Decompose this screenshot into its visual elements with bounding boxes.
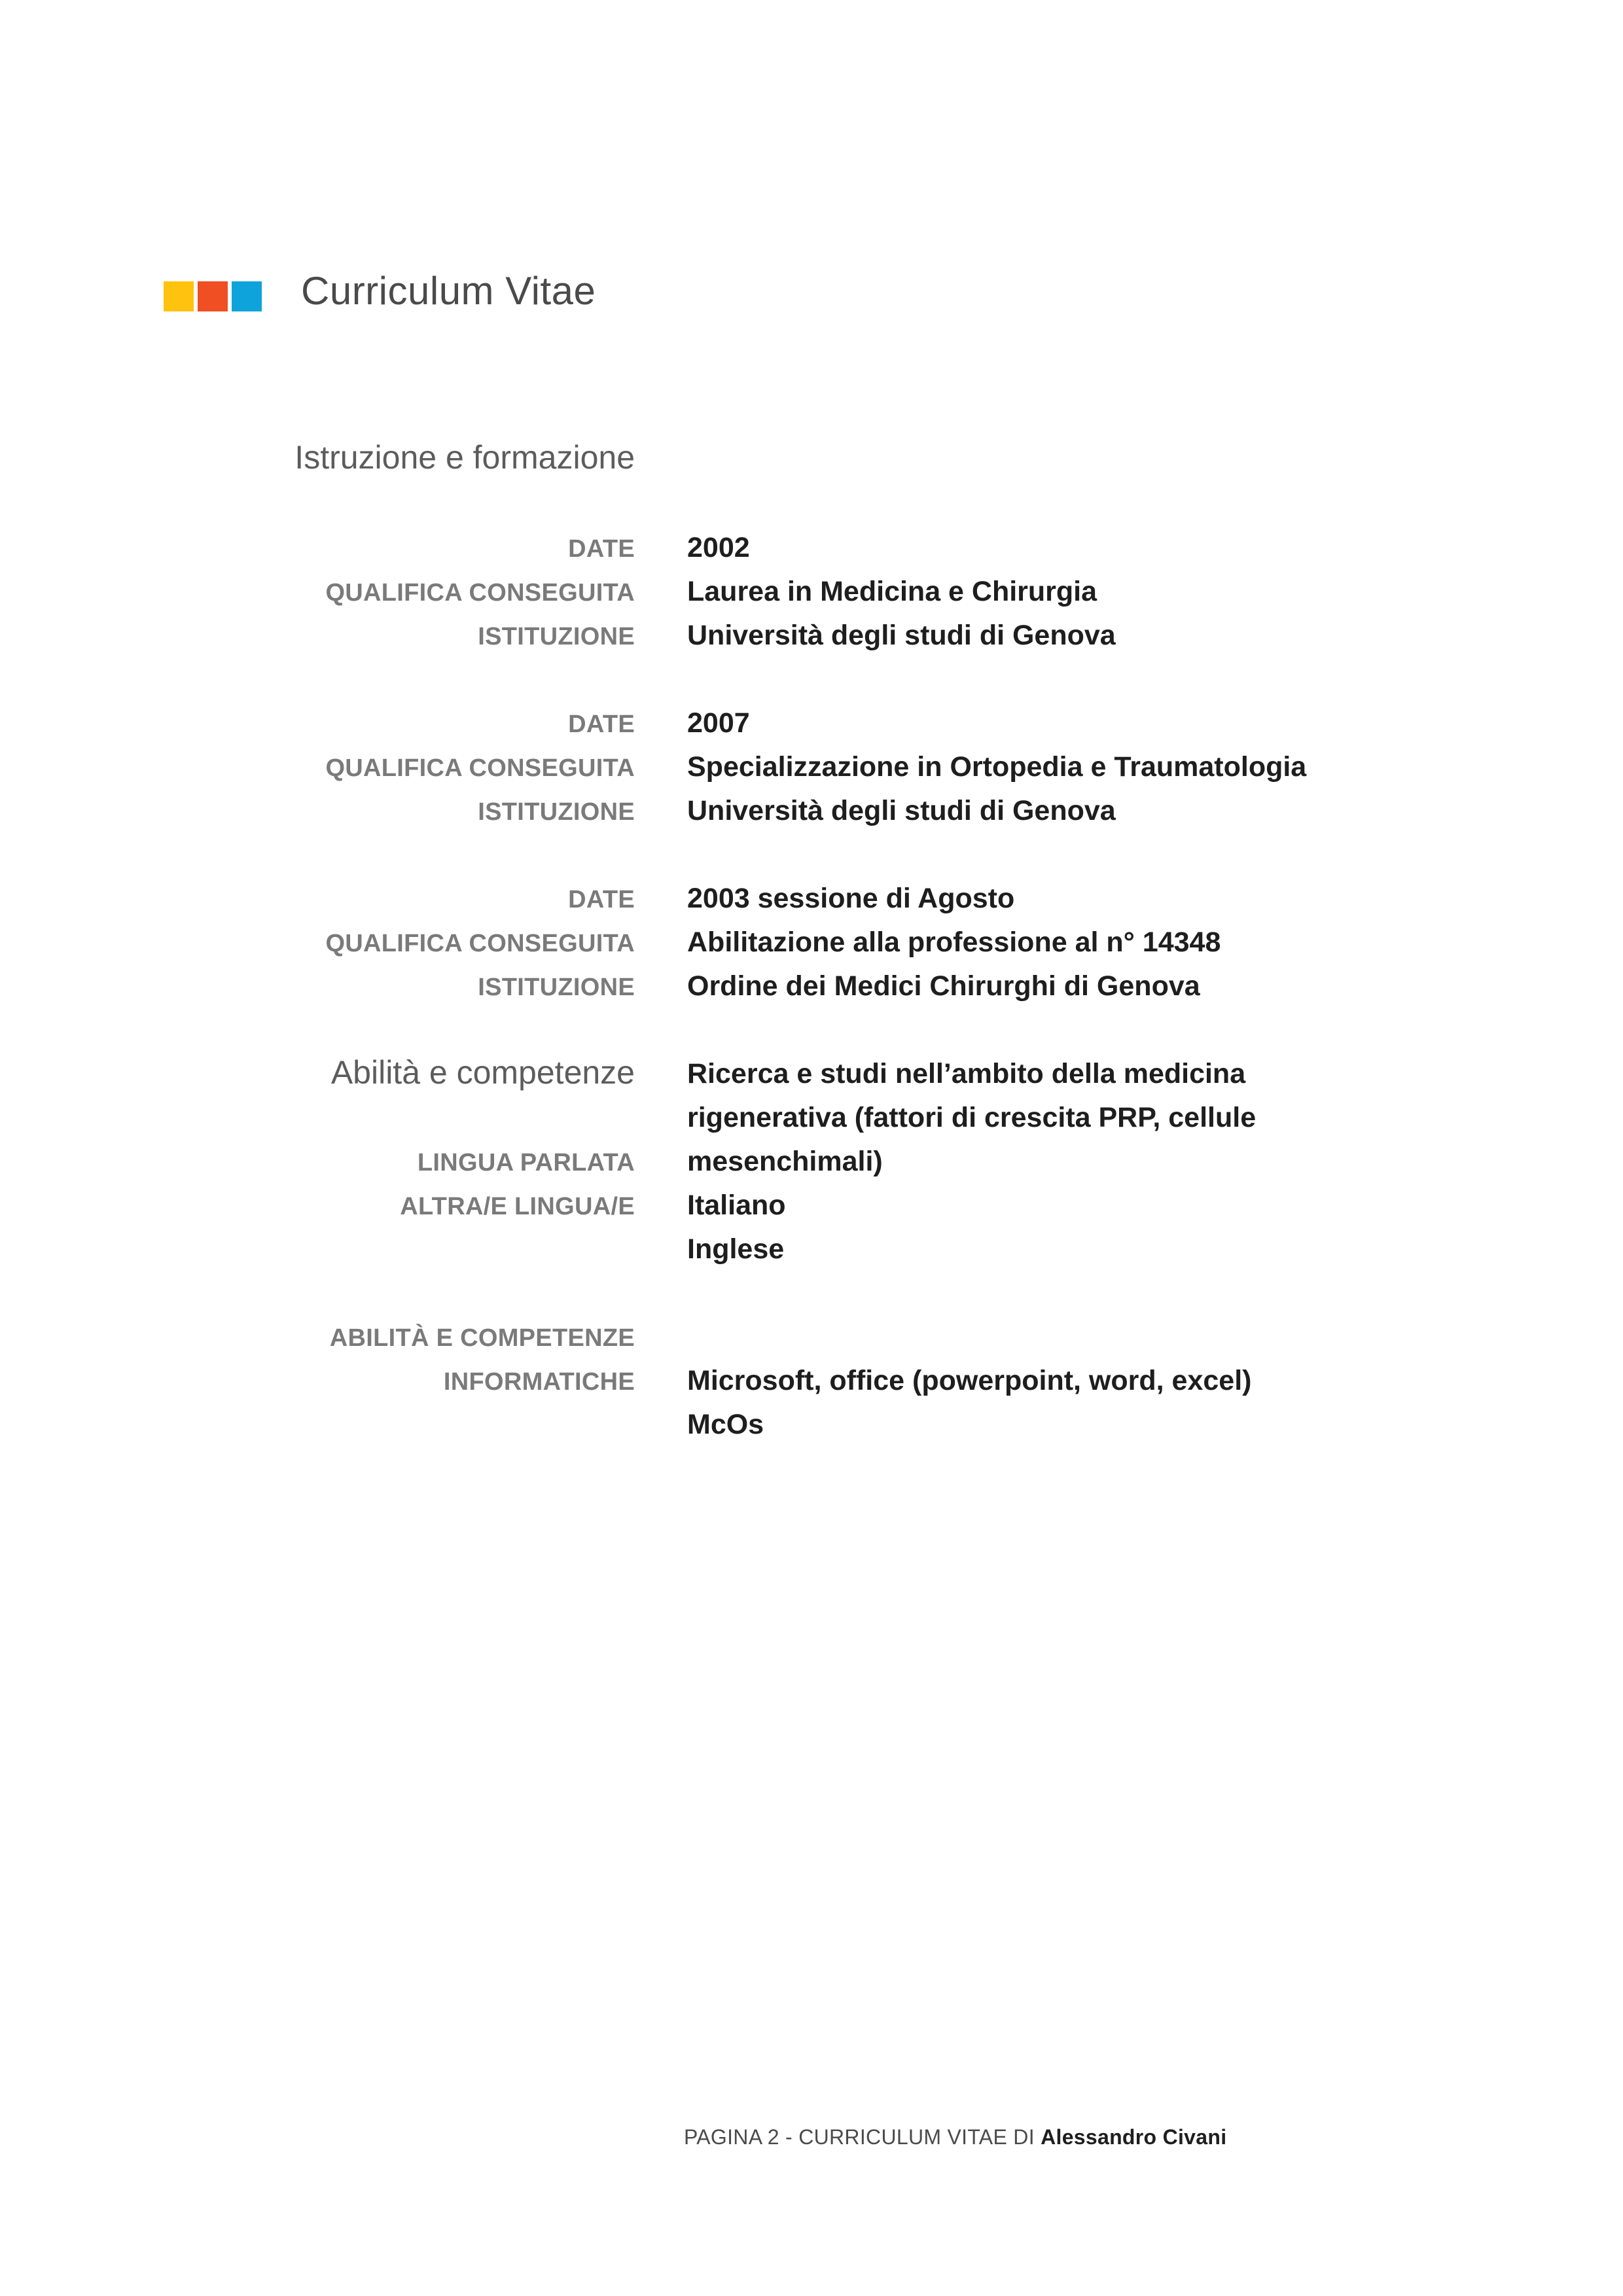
label-institution: ISTITUZIONE <box>478 974 635 1001</box>
footer-author-name: Alessandro Civani <box>1041 2125 1227 2149</box>
value-date: 2002 <box>687 532 750 563</box>
red-square <box>198 281 228 311</box>
value-date: 2007 <box>687 707 750 739</box>
section-title-skills: Abilità e competenze <box>330 1054 635 1091</box>
label-spoken-language: LINGUA PARLATA <box>417 1149 635 1176</box>
header-logo-squares <box>164 281 262 311</box>
value-computer-skill: McOs <box>687 1409 764 1440</box>
label-institution: ISTITUZIONE <box>478 623 635 650</box>
page-footer <box>684 2125 1226 2149</box>
value-computer-skill: Microsoft, office (powerpoint, word, excel) <box>687 1365 1252 1396</box>
label-other-languages: ALTRA/E LINGUA/E <box>400 1193 635 1220</box>
section-title-education: Istruzione e formazione <box>294 439 635 476</box>
skills-description-line: Ricerca e studi nell’ambito della medicina <box>687 1058 1246 1089</box>
blue-square <box>232 281 262 311</box>
value-language: Italiano <box>687 1190 786 1221</box>
label-date: DATE <box>568 886 635 913</box>
value-institution: Ordine dei Medici Chirurghi di Genova <box>687 970 1200 1002</box>
value-qualification: Abilitazione alla professione al n° 14348 <box>687 927 1221 958</box>
value-institution: Università degli studi di Genova <box>687 620 1116 651</box>
label-date: DATE <box>568 535 635 563</box>
page-title: Curriculum Vitae <box>301 269 596 313</box>
skills-description-line: mesenchimali) <box>687 1146 883 1177</box>
value-language: Inglese <box>687 1233 785 1265</box>
label-qualification: QUALIFICA CONSEGUITA <box>325 754 635 782</box>
skills-description-line: rigenerativa (fattori di crescita PRP, cellule <box>687 1102 1257 1133</box>
label-computer-skills-line1: ABILITÀ E COMPETENZE <box>329 1324 635 1352</box>
label-institution: ISTITUZIONE <box>478 798 635 826</box>
value-qualification: Laurea in Medicina e Chirurgia <box>687 576 1097 607</box>
value-institution: Università degli studi di Genova <box>687 795 1116 826</box>
label-qualification: QUALIFICA CONSEGUITA <box>325 579 635 607</box>
label-computer-skills-line2: INFORMATICHE <box>443 1368 635 1396</box>
yellow-square <box>164 281 194 311</box>
footer-prefix: PAGINA 2 - CURRICULUM VITAE DI <box>684 2125 1041 2149</box>
label-qualification: QUALIFICA CONSEGUITA <box>325 930 635 957</box>
value-qualification: Specializzazione in Ortopedia e Traumatologia <box>687 751 1307 783</box>
label-date: DATE <box>568 711 635 738</box>
value-date: 2003 sessione di Agosto <box>687 883 1015 914</box>
